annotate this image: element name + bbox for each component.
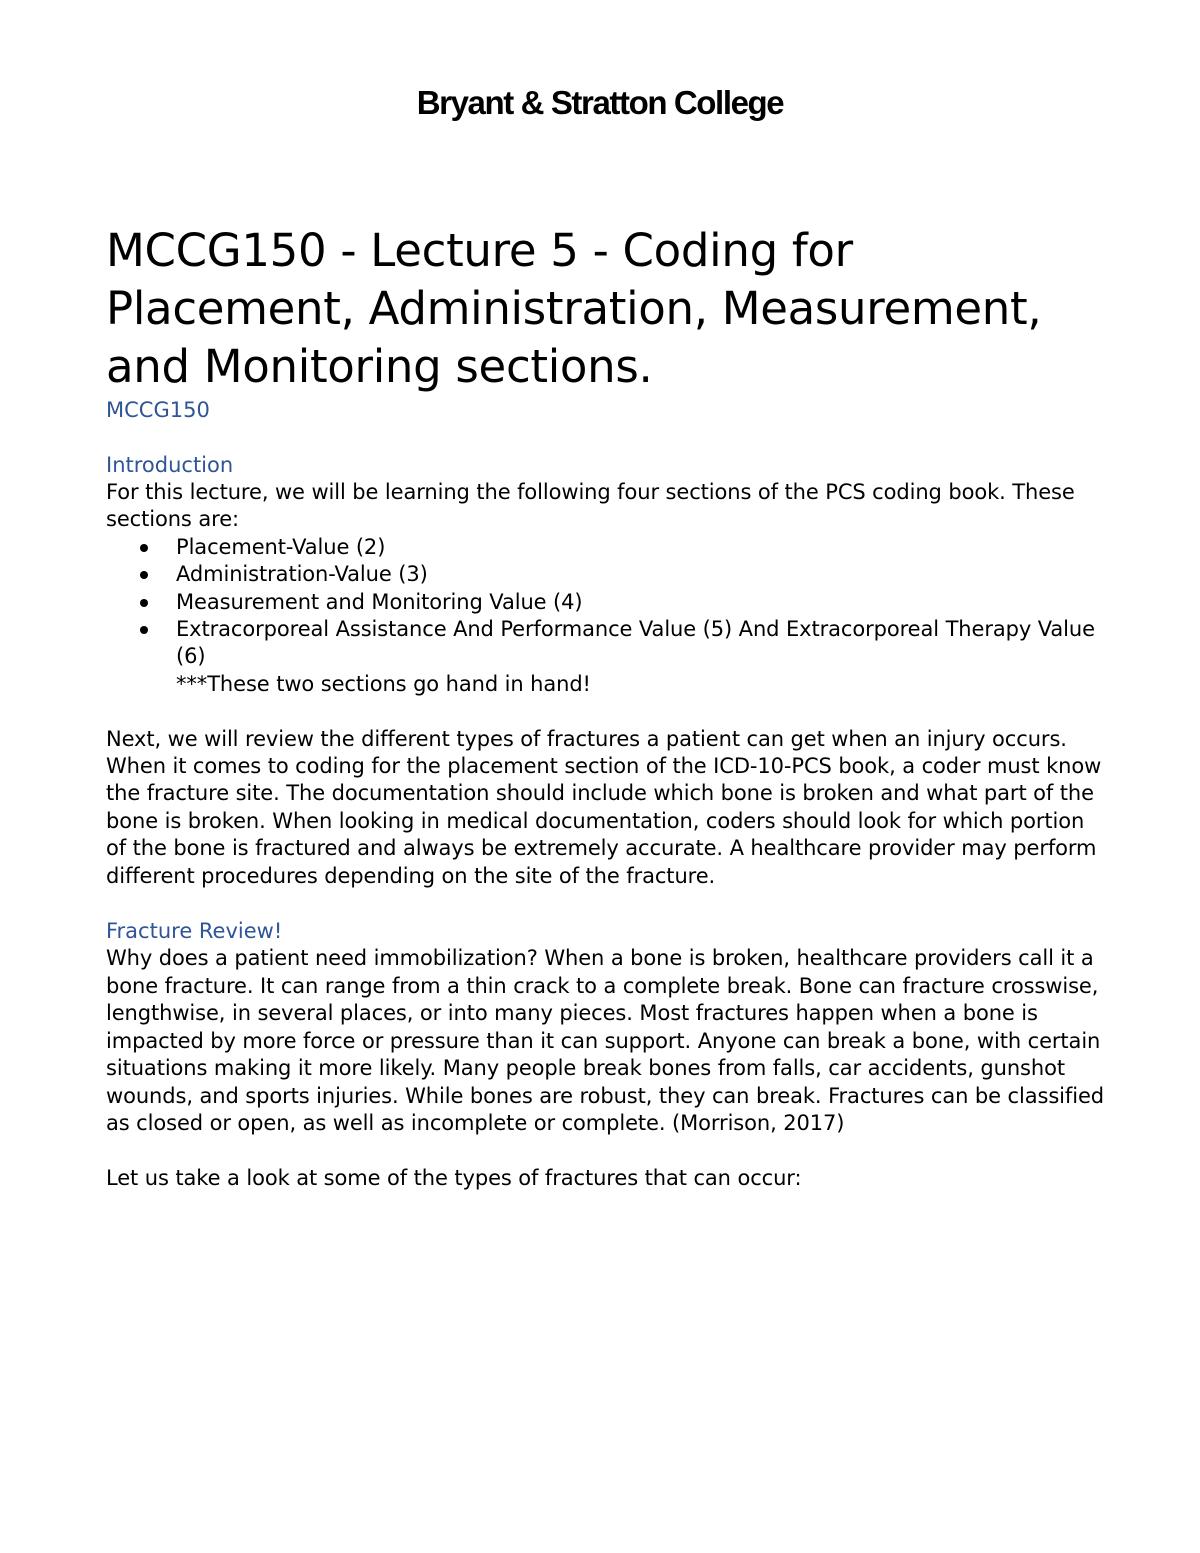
list-item	[140, 589, 1106, 616]
closing-paragraph: Let us take a look at some of the types of fractures that can occur:	[106, 1165, 802, 1190]
spacer	[106, 424, 1106, 451]
list-item-text: Administration-Value (3)	[176, 562, 428, 587]
bullet-icon	[140, 599, 148, 607]
list-item	[140, 534, 1106, 561]
spacer	[106, 890, 1106, 917]
sections-list	[106, 534, 1106, 698]
list-item-text: Measurement and Monitoring Value (4)	[176, 589, 583, 614]
bullet-icon	[140, 626, 148, 634]
bullet-icon	[140, 571, 148, 579]
introduction-heading: Introduction	[106, 453, 234, 477]
fracture-review-heading: Fracture Review!	[106, 919, 283, 944]
list-item-text: Placement-Value (2)	[176, 534, 386, 559]
course-code-subtitle: MCCG150	[106, 398, 210, 422]
list-item	[140, 616, 1106, 698]
document-body	[106, 222, 1106, 1192]
bullet-note: ***These two sections go hand in hand!	[176, 671, 591, 696]
fracture-review-paragraph: Why does a patient need immobilization? When a bone is broken, healthcare providers call it a bone fracture. It can range from a thin crack to a complete break. Bone can fracture crosswise, lengthwise, in several places, or into many pieces. Most fractures happen when a bone is impacted by more force or pressure than it can support. Anyone can break a bone, with certain situations making it more likely. Many people break bones from falls, car accidents, gunshot wounds, and sports injuries. While bones are robust, they can break. Fractures can be classified as closed or open, as well as incomplete or complete. (Morrison, 2017)	[106, 946, 1104, 1135]
spacer	[106, 698, 1106, 725]
document-title: MCCG150 - Lecture 5 - Coding for Placement, Administration, Measurement, and Monitoring sections.	[106, 224, 1042, 393]
bullet-icon	[140, 544, 148, 552]
list-item-text: Extracorporeal Assistance And Performance Value (5) And Extracorporeal Therapy Value (6)	[176, 617, 1095, 669]
next-paragraph: Next, we will review the different types of fractures a patient can get when an injury occurs. When it comes to coding for the placement section of the ICD-10-PCS book, a coder must know the fracture site. The documentation should include which bone is broken and what part of the bone is broken. When looking in medical documentation, coders should look for which portion of the bone is fractured and always be extremely accurate. A healthcare provider may perform different procedures depending on the site of the fracture.	[106, 726, 1102, 888]
college-logo: Bryant & Stratton College	[416, 84, 784, 121]
introduction-text: For this lecture, we will be learning the following four sections of the PCS coding book. These sections are:	[106, 480, 1075, 532]
list-item	[140, 561, 1106, 588]
spacer	[106, 1137, 1106, 1164]
